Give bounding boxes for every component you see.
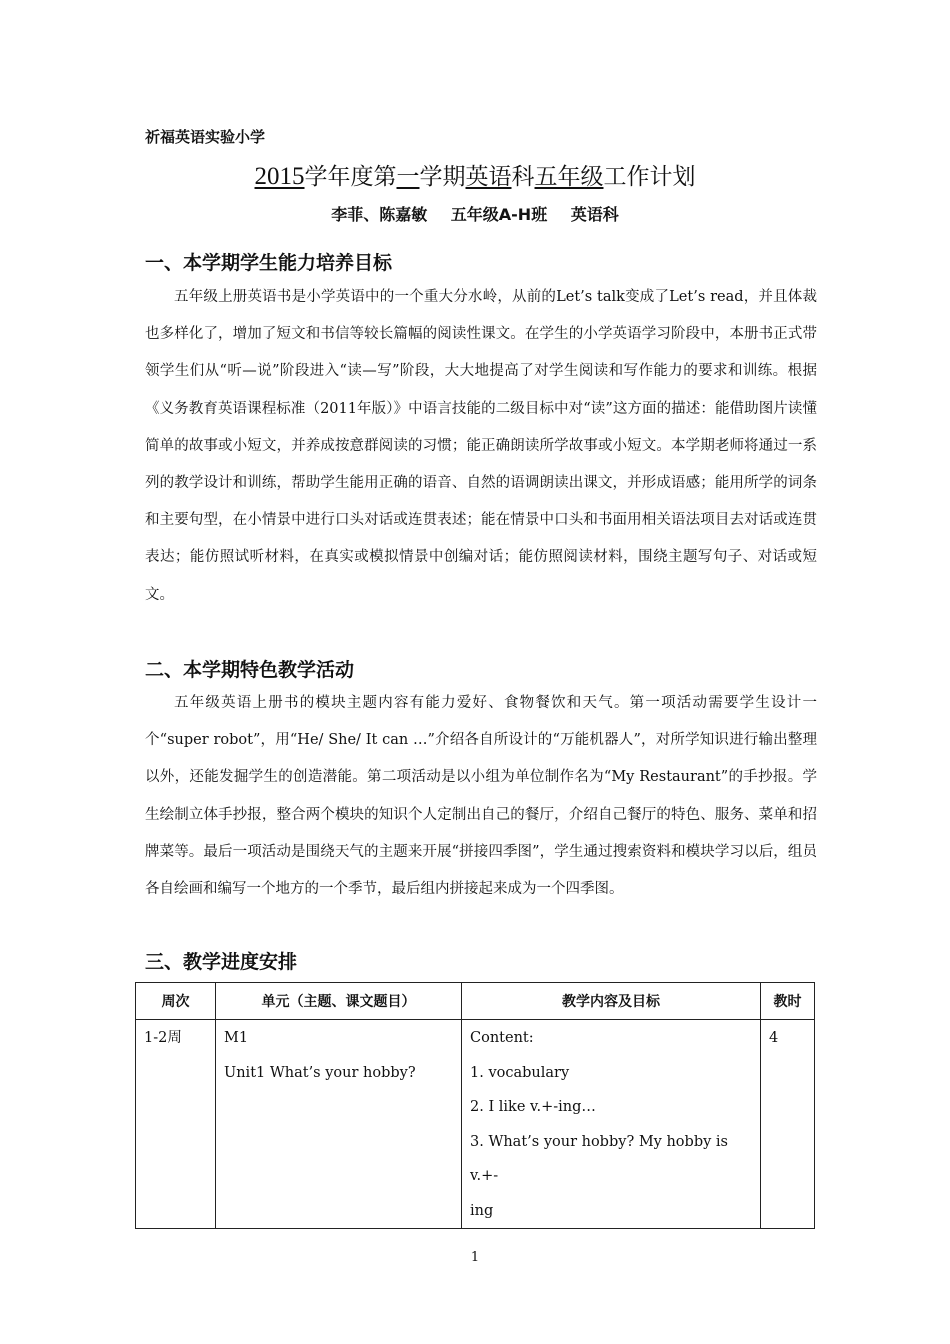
title-year: 2015 [254,163,305,190]
title-grade: 五年级 [534,164,604,190]
column-header: 教学内容及目标 [462,983,761,1020]
column-header: 教时 [761,983,815,1020]
title-term: 一 [396,164,420,190]
column-header: 周次 [136,983,216,1020]
subject: 英语科 [570,205,619,224]
title-part3: 科 [511,164,535,190]
title-part1: 学年度第 [304,164,397,190]
page-number: 1 [470,1250,480,1265]
section-body: 五年级上册英语书是小学英语中的一个重大分水岭，从前的Let’s talk变成了Let’s read，并且体裁也多样化了，增加了短文和书信等较长篇幅的阅读性课文。在学生的小学英语学习阶段中，本册书正式带领学生们从“听—说”阶段进入“读—写”阶段，大大地提高了对学生阅读和写作能力的要求和训练。根据《义务教育英语课程标准（2011年版）》中语言技能的二级目标中对“读”这方面的描述：能借助图片读懂简单的故事或小短文，并养成按意群阅读的习惯；能正确朗读所学故事或小短文。本学期老师将通过一系列的教学设计和训练，帮助学生能用正确的语音、自然的语调朗读出课文，并形成语感；能用所学的词条和主要句型，在小情景中进行口头对话或连贯表述；能在情景中口头和书面用相关语法项目去对话或连贯表达；能仿照试听材料，在真实或模拟情景中创编对话；能仿照阅读材料，围绕主题写句子、对话或短文。 [145,289,817,603]
schedule-table [135,982,815,1229]
hours-cell: 4 [761,1020,815,1229]
authors: 李菲、陈嘉敏 [331,205,428,224]
author-line [0,202,950,225]
section-heading: 三、教学进度安排 [145,951,298,973]
unit-cell: M1 Unit1 What’s your hobby? [216,1020,462,1229]
week-cell: 1-2周 [136,1020,216,1229]
content-cell: Content: 1. vocabulary 2. I like v.+-ing… 3. What’s your hobby? My hobby is v.+- ing [462,1020,761,1229]
school-name: 祈福英语实验小学 [145,128,266,146]
classes: 五年级A-H班 [450,205,548,224]
column-header: 单元（主题、课文题目） [216,983,462,1020]
title-part2: 学期 [419,164,466,190]
table-row [136,1020,815,1229]
section-heading: 二、本学期特色教学活动 [145,659,355,681]
section-heading: 一、本学期学生能力培养目标 [145,252,393,274]
title-part4: 工作计划 [603,164,696,190]
page-title [0,158,950,191]
title-subject: 英语 [465,164,512,190]
table-header-row [136,983,815,1020]
section-body: 五年级英语上册书的模块主题内容有能力爱好、食物餐饮和天气。第一项活动需要学生设计一个“super robot”，用“He/ She/ It can …”介绍各自所设计的“万能机器人”，对所学知识进行输出整理以外，还能发掘学生的创造潜能。第二项活动是以小组为单位制作名为“My Restaurant”的手抄报。学生绘制立体手抄报，整合两个模块的知识个人定制出自己的餐厅，介绍自己餐厅的特色、服务、菜单和招牌菜等。最后一项活动是围绕天气的主题来开展“拼接四季图”，学生通过搜索资料和模块学习以后，组员各自绘画和编写一个地方的一个季节，最后组内拼接起来成为一个四季图。 [145,695,817,898]
